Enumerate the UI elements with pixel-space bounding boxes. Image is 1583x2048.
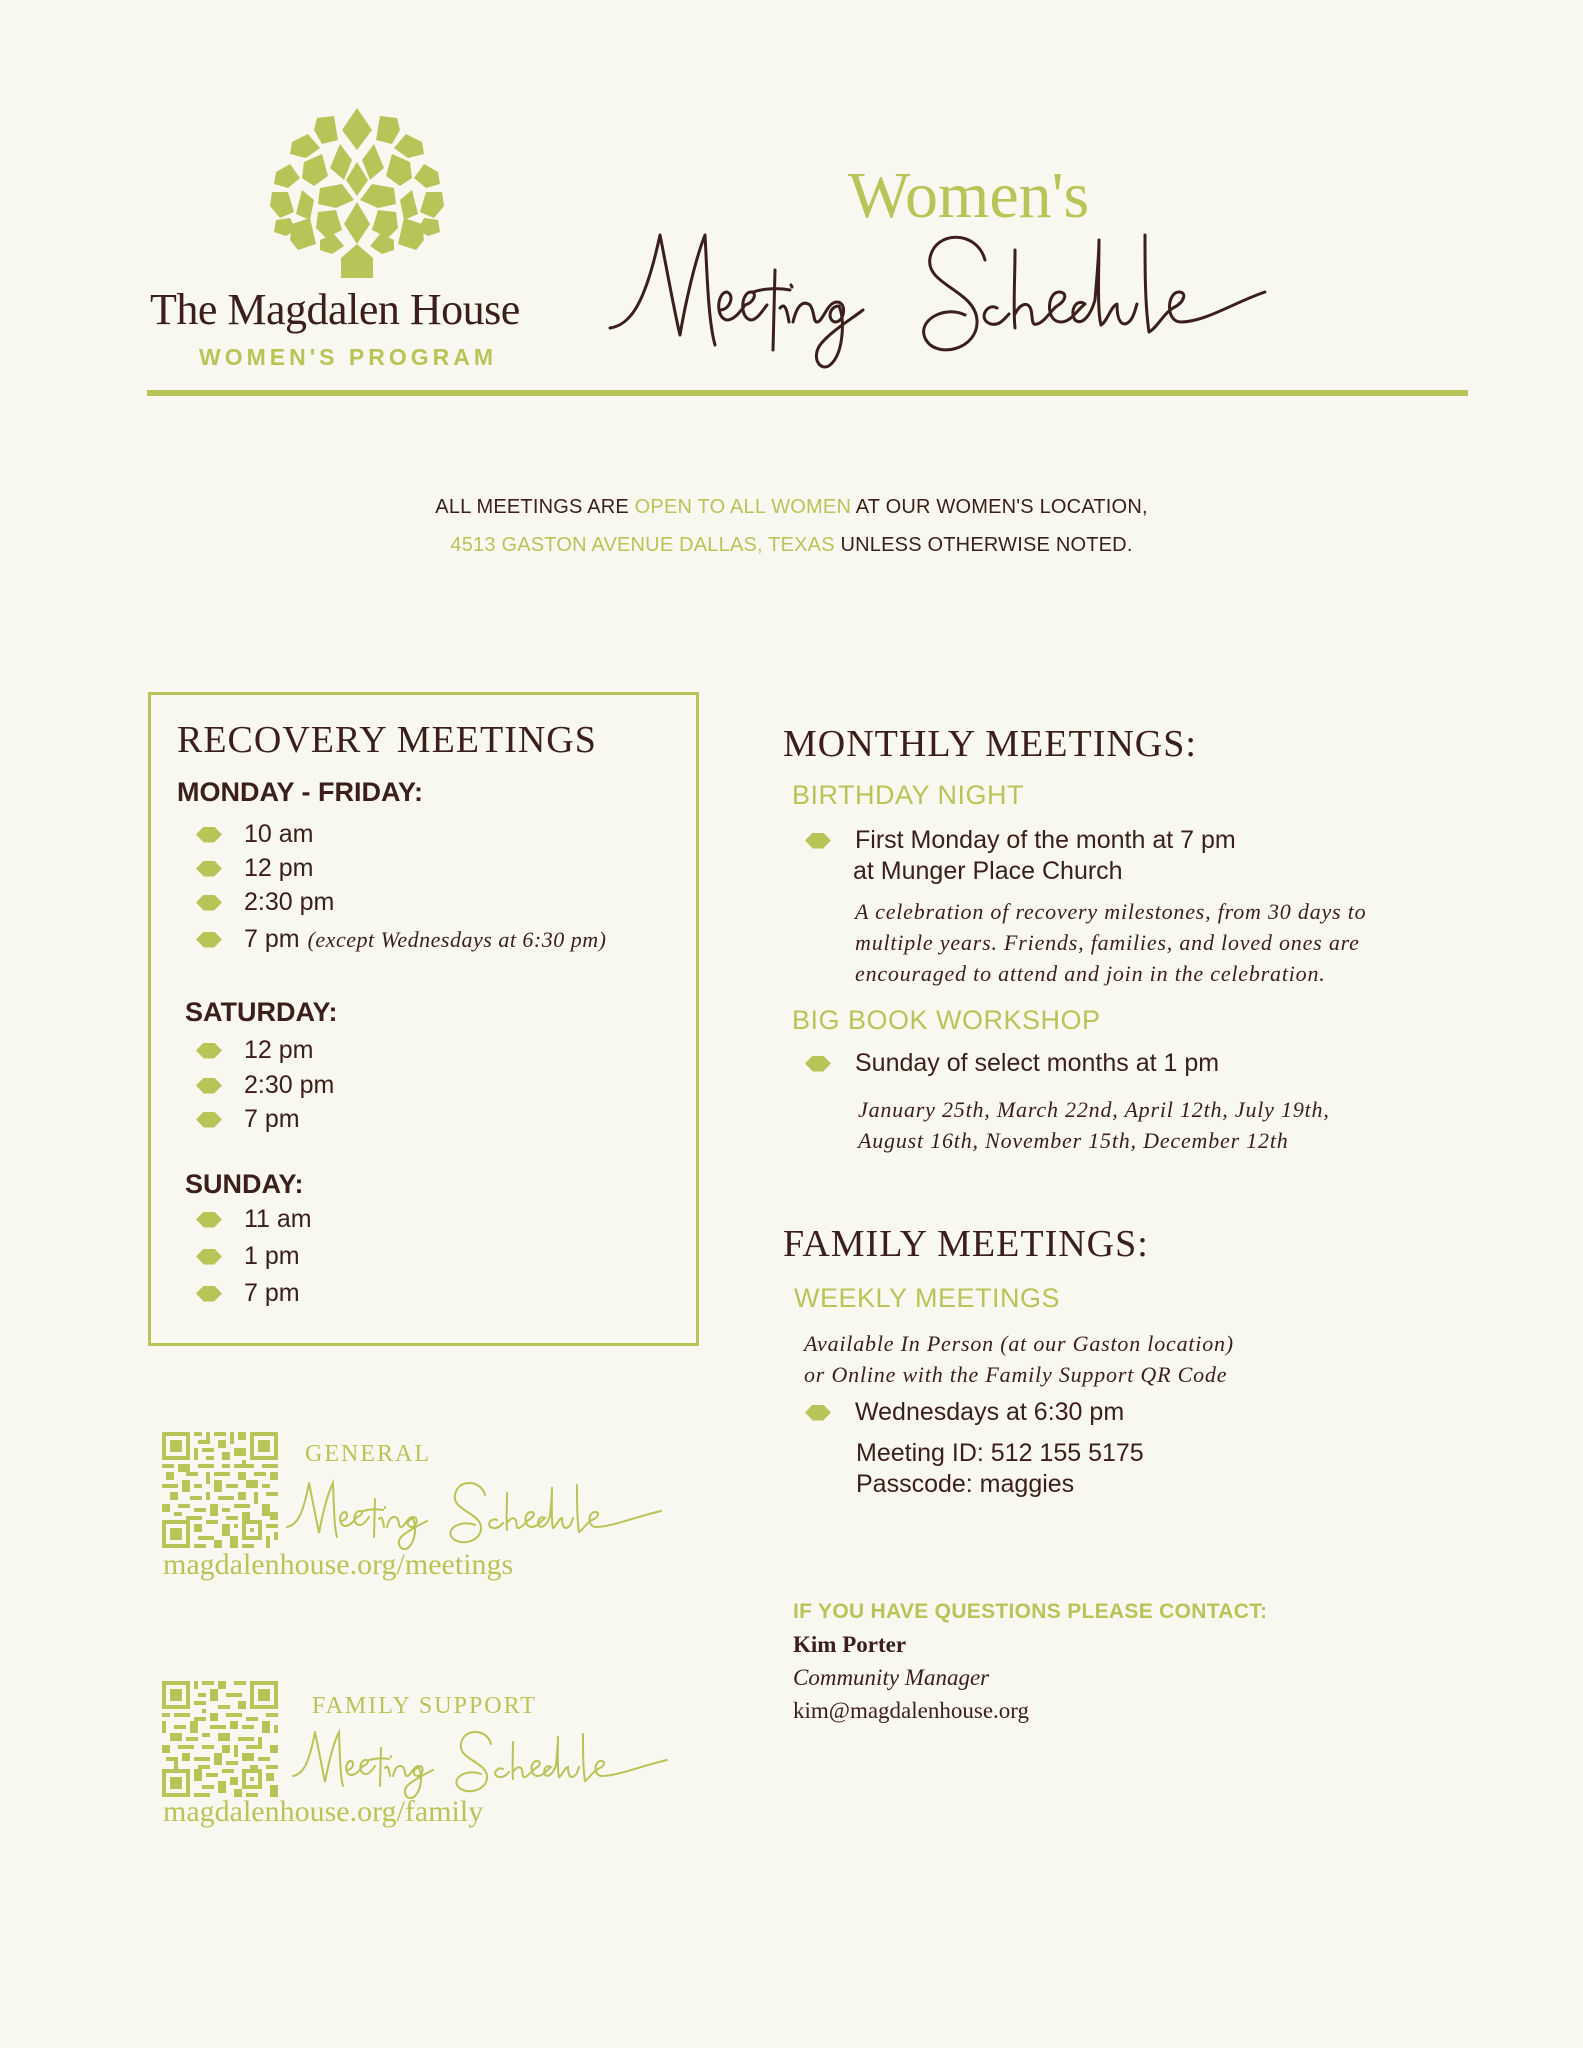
diamond-bullet-icon xyxy=(196,827,222,843)
org-program-label: WOMEN'S PROGRAM xyxy=(199,344,498,370)
birthday-location: at Munger Place Church xyxy=(853,857,1123,885)
family-availability-text: Available In Person (at our Gaston location) or Online with the Family Support QR Code xyxy=(804,1331,1234,1387)
time-item: 11 am xyxy=(196,1205,312,1234)
header-divider xyxy=(147,390,1468,396)
diamond-bullet-icon xyxy=(196,1078,222,1094)
day-heading-saturday: SATURDAY: xyxy=(185,997,338,1027)
birthday-description: A celebration of recovery milestones, from 30 days to multiple years. Friends, families, and loved ones are encouraged to attend and join in the celebration. xyxy=(855,899,1367,986)
intro-text xyxy=(0,488,1583,564)
birthday-bullet: First Monday of the month at 7 pm xyxy=(805,826,1236,855)
address-highlight: 4513 GASTON AVENUE DALLAS, TEXAS xyxy=(450,534,835,556)
contact-email[interactable]: kim@magdalenhouse.org xyxy=(793,1698,1030,1723)
diamond-bullet-icon xyxy=(805,1056,831,1072)
big-book-workshop-heading: BIG BOOK WORKSHOP xyxy=(792,1005,1101,1035)
contact-heading: IF YOU HAVE QUESTIONS PLEASE CONTACT: xyxy=(793,1600,1268,1623)
big-book-dates: January 25th, March 22nd, April 12th, July 19th, August 16th, November 15th, December 12th xyxy=(858,1097,1330,1153)
passcode: Passcode: maggies xyxy=(856,1470,1075,1498)
general-qr-code-icon[interactable] xyxy=(162,1432,278,1548)
birthday-night-heading: BIRTHDAY NIGHT xyxy=(792,780,1025,810)
time-item: 7 pm xyxy=(196,1279,300,1308)
meeting-id: Meeting ID: 512 155 5175 xyxy=(856,1439,1144,1467)
intro-line-2: 4513 GASTON AVENUE DALLAS, TEXAS UNLESS OTHERWISE NOTED. xyxy=(450,534,1133,556)
day-heading-mon-fri: MONDAY - FRIDAY: xyxy=(177,777,424,807)
diamond-bullet-icon xyxy=(196,1043,222,1059)
day-heading-sunday: SUNDAY: xyxy=(185,1169,304,1199)
time-item: 2:30 pm xyxy=(196,1071,334,1100)
time-item: 12 pm xyxy=(196,854,313,883)
open-to-all-women-highlight: OPEN TO ALL WOMEN xyxy=(634,496,852,518)
contact-role: Community Manager xyxy=(793,1665,990,1690)
diamond-bullet-icon xyxy=(196,1286,222,1302)
general-meeting-schedule-script xyxy=(285,1475,665,1555)
family-meetings-title: FAMILY MEETINGS: xyxy=(783,1223,1149,1265)
time-item: 1 pm xyxy=(196,1242,300,1271)
general-qr-label: GENERAL xyxy=(305,1441,431,1467)
general-meetings-url[interactable]: magdalenhouse.org/meetings xyxy=(163,1548,514,1581)
family-support-url[interactable]: magdalenhouse.org/family xyxy=(163,1795,484,1828)
diamond-bullet-icon xyxy=(196,932,222,948)
family-support-qr-label: FAMILY SUPPORT xyxy=(312,1693,537,1719)
title-women: Women's xyxy=(848,159,1090,232)
time-note: (except Wednesdays at 6:30 pm) xyxy=(307,926,607,952)
time-item: 12 pm xyxy=(196,1036,313,1065)
tree-logo-icon xyxy=(262,100,452,280)
intro-line-1: ALL MEETINGS ARE OPEN TO ALL WOMEN AT OUR WOMEN'S LOCATION, xyxy=(435,496,1148,518)
meeting-schedule-script-title xyxy=(605,210,1465,390)
monthly-meetings-title: MONTHLY MEETINGS: xyxy=(783,723,1197,765)
time-item: 7 pm xyxy=(196,1105,300,1134)
weekly-meetings-heading: WEEKLY MEETINGS xyxy=(794,1283,1061,1313)
org-name: The Magdalen House xyxy=(150,285,520,334)
diamond-bullet-icon xyxy=(196,1249,222,1265)
family-support-qr-code-icon[interactable] xyxy=(162,1681,278,1797)
diamond-bullet-icon xyxy=(805,1405,831,1421)
recovery-meetings-title: RECOVERY MEETINGS xyxy=(177,719,597,761)
diamond-bullet-icon xyxy=(805,833,831,849)
diamond-bullet-icon xyxy=(196,1212,222,1228)
family-bullet: Wednesdays at 6:30 pm xyxy=(805,1398,1124,1427)
time-item: 10 am xyxy=(196,820,313,849)
time-item: 7 pm (except Wednesdays at 6:30 pm) xyxy=(196,925,606,954)
diamond-bullet-icon xyxy=(196,861,222,877)
contact-name: Kim Porter xyxy=(793,1632,907,1657)
time-item: 2:30 pm xyxy=(196,888,334,917)
diamond-bullet-icon xyxy=(196,1112,222,1128)
diamond-bullet-icon xyxy=(196,895,222,911)
family-meeting-schedule-script xyxy=(291,1724,671,1804)
big-book-bullet: Sunday of select months at 1 pm xyxy=(805,1049,1219,1078)
